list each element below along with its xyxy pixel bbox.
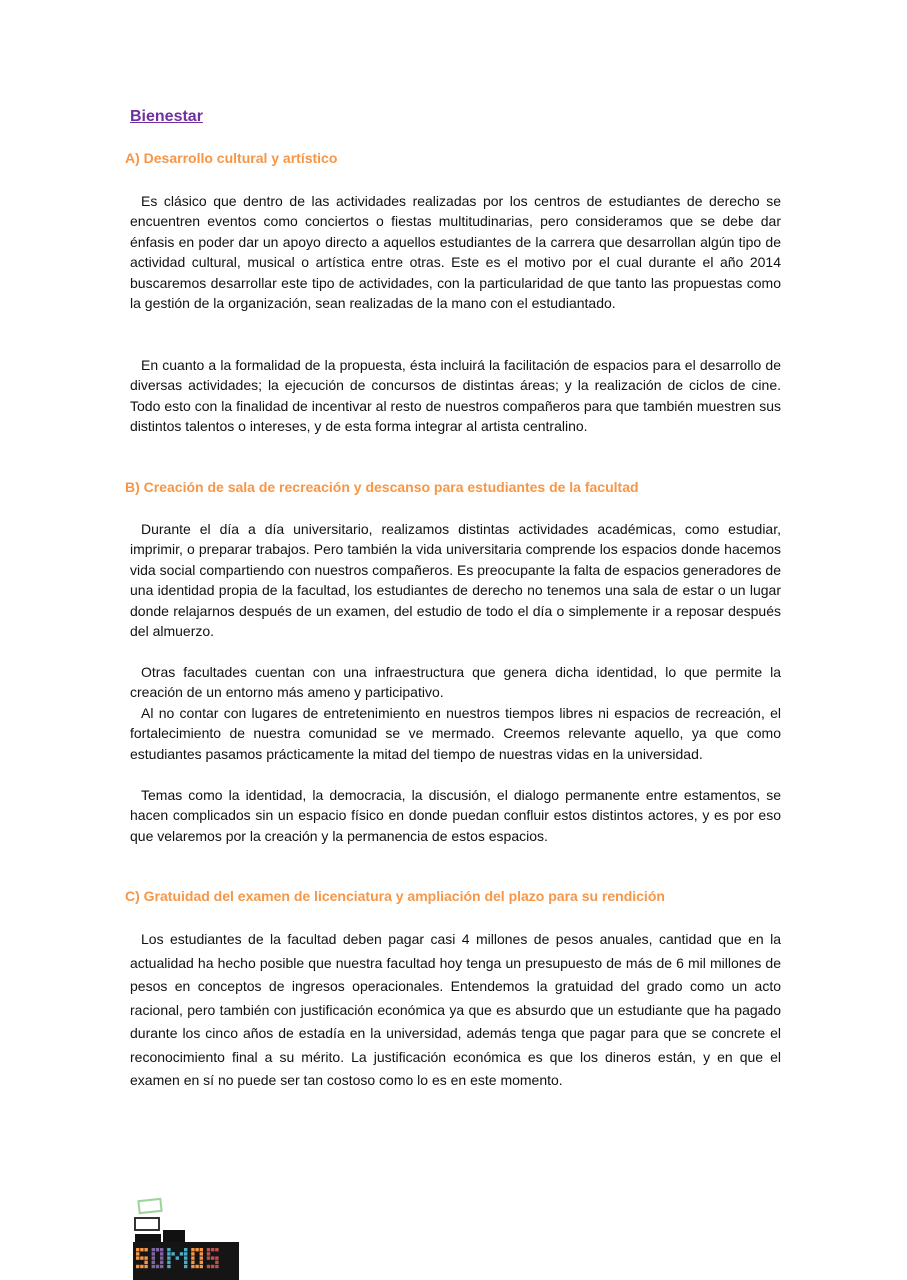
logo-pixel <box>144 1261 147 1264</box>
logo-pixel <box>200 1252 203 1255</box>
logo-pixel <box>140 1256 143 1259</box>
logo-pixel <box>140 1265 143 1268</box>
logo-pixel <box>152 1256 155 1259</box>
logo-pixel <box>152 1248 155 1251</box>
logo-pixel <box>191 1265 194 1268</box>
page-title: Bienestar <box>130 108 203 125</box>
logo-pixel <box>156 1248 159 1251</box>
logo-pixel <box>195 1265 198 1268</box>
logo-pixel <box>215 1248 218 1251</box>
logo-pixel <box>160 1265 163 1268</box>
logo-pixel <box>152 1265 155 1268</box>
somos-logo <box>133 1196 239 1280</box>
logo-pixel <box>211 1256 214 1259</box>
logo-pixel <box>215 1256 218 1259</box>
logo-pixel <box>144 1248 147 1251</box>
logo-pixel <box>167 1261 170 1264</box>
logo-pixel <box>136 1252 139 1255</box>
logo-pixel <box>191 1252 194 1255</box>
logo-pixel <box>167 1265 170 1268</box>
logo-pixel <box>200 1248 203 1251</box>
logo-pixel <box>136 1256 139 1259</box>
logo-pixel <box>152 1252 155 1255</box>
section-b-paragraph-4: Temas como la identidad, la democracia, la discusión, el dialogo permanente entre estamentos, se hacen complicados sin un espacio físico en donde puedan confluir estos distintos actores, y es por eso que velaremos por la creación y la permanencia de estos espacios. <box>130 787 781 844</box>
logo-pixel <box>184 1248 187 1251</box>
logo-pixel <box>207 1252 210 1255</box>
logo-pixel <box>167 1252 170 1255</box>
logo-pixel <box>207 1248 210 1251</box>
logo-pixel <box>184 1256 187 1259</box>
section-b-paragraph-2: Otras facultades cuentan con una infraestructura que genera dicha identidad, lo que permite la creación de un entorno más ameno y participativo. <box>130 664 781 701</box>
logo-pixel <box>207 1265 210 1268</box>
section-c-heading: C) Gratuidad del examen de licenciatura y ampliación del plazo para su rendición <box>125 888 665 904</box>
logo-pixel <box>167 1256 170 1259</box>
logo-pixel <box>180 1252 183 1255</box>
section-a-paragraph-2: En cuanto a la formalidad de la propuesta, ésta incluirá la facilitación de espacios para el desarrollo de diversas actividades; la ejecución de concursos de distintas áreas; y la realización de ciclos de cine. Todo esto con la finalidad de incentivar al resto de nuestros compañeros para que también muestren sus distintos talentos o intereses, y de esta forma integrar al artista centralino. <box>130 357 781 435</box>
logo-pixel <box>160 1252 163 1255</box>
logo-pixel <box>191 1256 194 1259</box>
section-a-heading: A) Desarrollo cultural y artístico <box>125 150 338 166</box>
logo-pixel <box>211 1248 214 1251</box>
section-b-paragraph-1: Durante el día a día universitario, realizamos distintas actividades académicas, como estudiar, imprimir, o preparar trabajos. Pero también la vida universitaria comprende los espacios donde hacemos vida social compartiendo con nuestros compañeros. Es preocupante la falta de espacios generadores de una identidad propia de la facultad, los estudiantes de derecho no tenemos una sala de estar o un lugar donde relajarnos después de un examen, del estudio de todo el día o simplemente ir a reposar después del almuerzo. <box>130 521 781 640</box>
logo-pixel <box>191 1261 194 1264</box>
logo-pixel <box>184 1261 187 1264</box>
logo-pixel <box>160 1261 163 1264</box>
logo-pixel <box>195 1248 198 1251</box>
section-c-paragraph-1: Los estudiantes de la facultad deben pagar casi 4 millones de pesos anuales, cantidad que en la actualidad ha hecho posible que nuestra facultad hoy tenga un presupuesto de más de 6 mil millones de pesos en conceptos de ingresos operacionales. Entendemos la gratuidad del grado como un acto racional, pero también con justificación económica ya que es absurdo que un estudiante que ha pagado durante los cinco años de estadía en la universidad, además tenga que pagar para que se concrete el reconocimiento final a su mérito. La justificación económica es que los dineros están, y en que el examen en sí no puede ser tan costoso como lo es en este momento. <box>130 931 781 1088</box>
logo-pixel <box>184 1265 187 1268</box>
logo-pixel <box>200 1265 203 1268</box>
logo-pixel <box>211 1265 214 1268</box>
logo-pixel <box>200 1261 203 1264</box>
logo-pixel <box>191 1248 194 1251</box>
section-a-paragraph-1: Es clásico que dentro de las actividades realizadas por los centros de estudiantes de derecho se encuentren eventos como conciertos o fiestas multitudinarias, pero consideramos que se debe dar énfasis en poder dar un apoyo directo a aquellos estudiantes de la carrera que desarrollan algún tipo de actividad cultural, musical o artística entre otras. Este es el motivo por el cual durante el año 2014 buscaremos desarrollar este tipo de actividades, con la particularidad de que tanto las propuestas como la gestión de la organización, sean realizadas de la mano con el estudiantado. <box>130 193 781 312</box>
logo-pixel <box>207 1256 210 1259</box>
logo-pixel <box>215 1265 218 1268</box>
logo-pixel <box>140 1248 143 1251</box>
logo-pixel <box>152 1261 155 1264</box>
section-b-paragraph-3: Al no contar con lugares de entretenimiento en nuestros tiempos libres ni espacios de recreación, el fortalecimiento de nuestra comunidad se ve mermado. Creemos relevante aquello, ya que como estudiantes pasamos prácticamente la mitad del tiempo de nuestras vidas en la universidad. <box>130 705 781 762</box>
logo-pixel <box>171 1252 174 1255</box>
logo-pixel <box>144 1256 147 1259</box>
logo-pixel <box>160 1248 163 1251</box>
logo-pixel <box>136 1248 139 1251</box>
logo-pixel <box>160 1256 163 1259</box>
logo-pixel <box>156 1265 159 1268</box>
logo-pixel <box>144 1265 147 1268</box>
logo-pixel <box>215 1261 218 1264</box>
logo-pixel <box>200 1256 203 1259</box>
logo-pixel <box>136 1265 139 1268</box>
logo-pixel <box>176 1256 179 1259</box>
logo-pixel <box>167 1248 170 1251</box>
section-b-heading: B) Creación de sala de recreación y descanso para estudiantes de la facultad <box>125 479 639 495</box>
logo-pixel <box>184 1252 187 1255</box>
